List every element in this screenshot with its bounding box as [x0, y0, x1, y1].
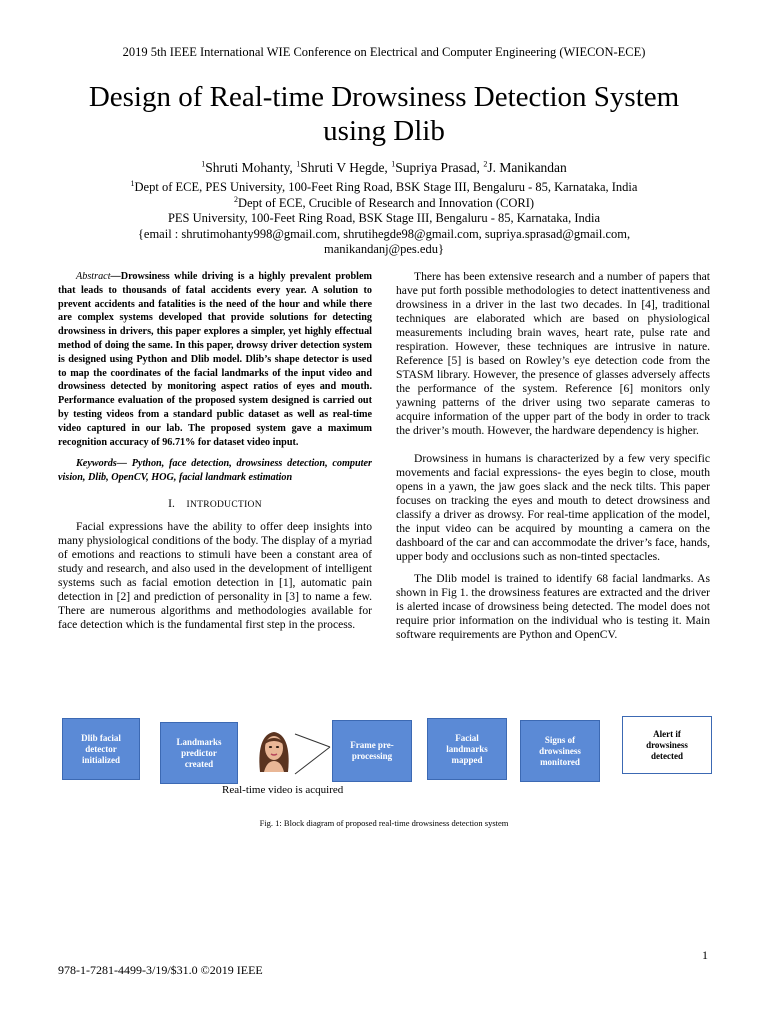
affiliation-sup: 1	[130, 178, 135, 188]
author: Shruti V Hegde,	[300, 160, 392, 175]
author: J. Manikandan	[487, 160, 567, 175]
email-line-1: {email : shrutimohanty998@gmail.com, shrutihegde98@gmail.com, supriya.sprasad@gmail.com,	[137, 226, 631, 241]
author-sup: 2	[483, 159, 488, 169]
affiliation-3: PES University, 100-Feet Ring Road, BSK Stage III, Bengaluru - 85, Karnataka, India	[167, 211, 601, 225]
arrow	[295, 734, 330, 747]
abstract-label: Abstract	[76, 271, 111, 282]
author: Supriya Prasad,	[395, 160, 484, 175]
figure-caption: Fig. 1: Block diagram of proposed real-time drowsiness detection system	[259, 818, 509, 828]
arrow	[295, 747, 330, 774]
affiliation-text: Dept of ECE, PES University, 100-Feet Ring Road, BSK Stage III, Bengaluru - 85, Karnataka, India	[134, 180, 638, 194]
section-heading-introduction	[58, 497, 372, 512]
conference-header: 2019 5th IEEE International WIE Conference on Electrical and Computer Engineering (WIECON-ECE)	[122, 45, 646, 59]
title-line-1: Design of Real-time Drowsiness Detection System	[88, 81, 680, 113]
paragraph-dlib-model: The Dlib model is trained to identify 68 facial landmarks. As shown in Fig 1. the drowsiness features are extracted and the driver is alerted incase of drowsiness being detected. The model does not require prior information on the individual who is testing it. Main software requirements are Python and OpenCV.	[396, 572, 710, 641]
diagram-box-landmarks-mapped: Facial landmarks mapped	[427, 718, 507, 780]
affiliation-1	[40, 180, 728, 196]
author-list	[40, 160, 728, 176]
input-caption: Real-time video is acquired	[222, 784, 344, 796]
diagram-box-alert: Alert if drowsiness detected	[622, 716, 712, 774]
author-sup: 1	[391, 159, 396, 169]
abstract	[58, 270, 372, 449]
author-sup: 1	[296, 159, 301, 169]
paragraph-related-work: There has been extensive research and a number of papers that have put forth possible methodologies to detect inattentiveness and drowsiness in a driver in the last two decades. In [4], traditional techniques are elaborated which are based on physiological measurements including brain waves, heart rate, pulse rate and respiration. However, these techniques are intrusive in nature. Reference [5] is based on Rowley’s eye detection code from the STASM library. However, the presence of glasses adversely affects the performance of the system. Reference [6] monitors only yawning patterns of the driver using two separate cameras to acquire information of the upper part of the body in order to track the driver’s mouth. However, the hardware dependency is higher.	[396, 270, 710, 437]
affiliation-text: Dept of ECE, Crucible of Research and Innovation (CORI)	[237, 195, 535, 210]
affiliation-2	[40, 196, 728, 212]
abstract-text: —Drowsiness while driving is a highly prevalent problem that leads to thousands of fatal accidents every year. A solution to prevent accidents and fatalities is the need of the hour and while there are complex systems developed that provide solutions for detecting drowsiness in drivers, this paper explores a simpler, yet highly effectual method of doing the same. In this paper, drowsy driver detection system is designed using Python and Dlib model. Dlib’s shape detector is used to map the coordinates of the facial landmarks of the input video and drowsiness detected by monitoring aspect ratios of eyes and mouth. Performance evaluation of the proposed system designed is carried out by testing videos from a standard public dataset as well as real-time video captured in our lab. The proposed system gave a maximum recognition accuracy of 96.71% for dataset video input.	[58, 271, 372, 448]
author: Shruti Mohanty,	[205, 160, 297, 175]
affiliation-sup: 2	[233, 194, 238, 204]
block-diagram	[0, 712, 768, 822]
isbn-footer: 978-1-7281-4499-3/19/$31.0 ©2019 IEEE	[58, 963, 263, 977]
keywords: Keywords— Python, face detection, drowsiness detection, computer vision, Dlib, OpenCV, HOG, facial landmark estimation	[58, 458, 372, 484]
diagram-box-landmarks-predictor: Landmarks predictor created	[160, 722, 238, 784]
title-line-2: using Dlib	[323, 115, 445, 147]
affiliations	[40, 180, 728, 258]
diagram-box-drowsiness-monitored: Signs of drowsiness monitored	[520, 720, 600, 782]
paragraph-drowsiness: Drowsiness in humans is characterized by a few very specific movements and facial expressions- the eyes begin to close, mouth opens in a yawn, the jaw goes slack and the neck tilts. This paper focuses on tracking the eyes and mouth to detect drowsiness and classify a driver as drowsy. For real-time application of the model, the input video can be acquired by mounting a camera on the dashboard of the car and can accommodate the driver’s face, hands, upper body and occlusions such as non-tinted spectacles.	[396, 452, 710, 563]
author-sup: 1	[201, 159, 206, 169]
intro-paragraph: Facial expressions have the ability to offer deep insights into many physiological conditions of the body. The display of a myriad of emotions and reactions to stimuli have been a constant area of study and research, and also used in the development of intelligent systems such as facial emotion detection in [1], automatic pain detection in [2] and prediction of personality in [3] to name a few. There are numerous algorithms and methodologies available for face detection which is the fundamental first step in the process.	[58, 519, 372, 631]
left-column	[58, 270, 372, 632]
right-column	[396, 270, 710, 642]
section-number: I.	[168, 496, 175, 510]
section-title: INTRODUCTION	[186, 499, 262, 510]
face-image	[254, 726, 294, 774]
email-line-2: manikandanj@pes.edu}	[324, 242, 444, 256]
diagram-box-frame-preprocessing: Frame pre- processing	[332, 720, 412, 782]
diagram-box-dlib-detector: Dlib facial detector initialized	[62, 718, 140, 780]
page-number: 1	[702, 948, 708, 962]
paper-title	[40, 80, 728, 148]
